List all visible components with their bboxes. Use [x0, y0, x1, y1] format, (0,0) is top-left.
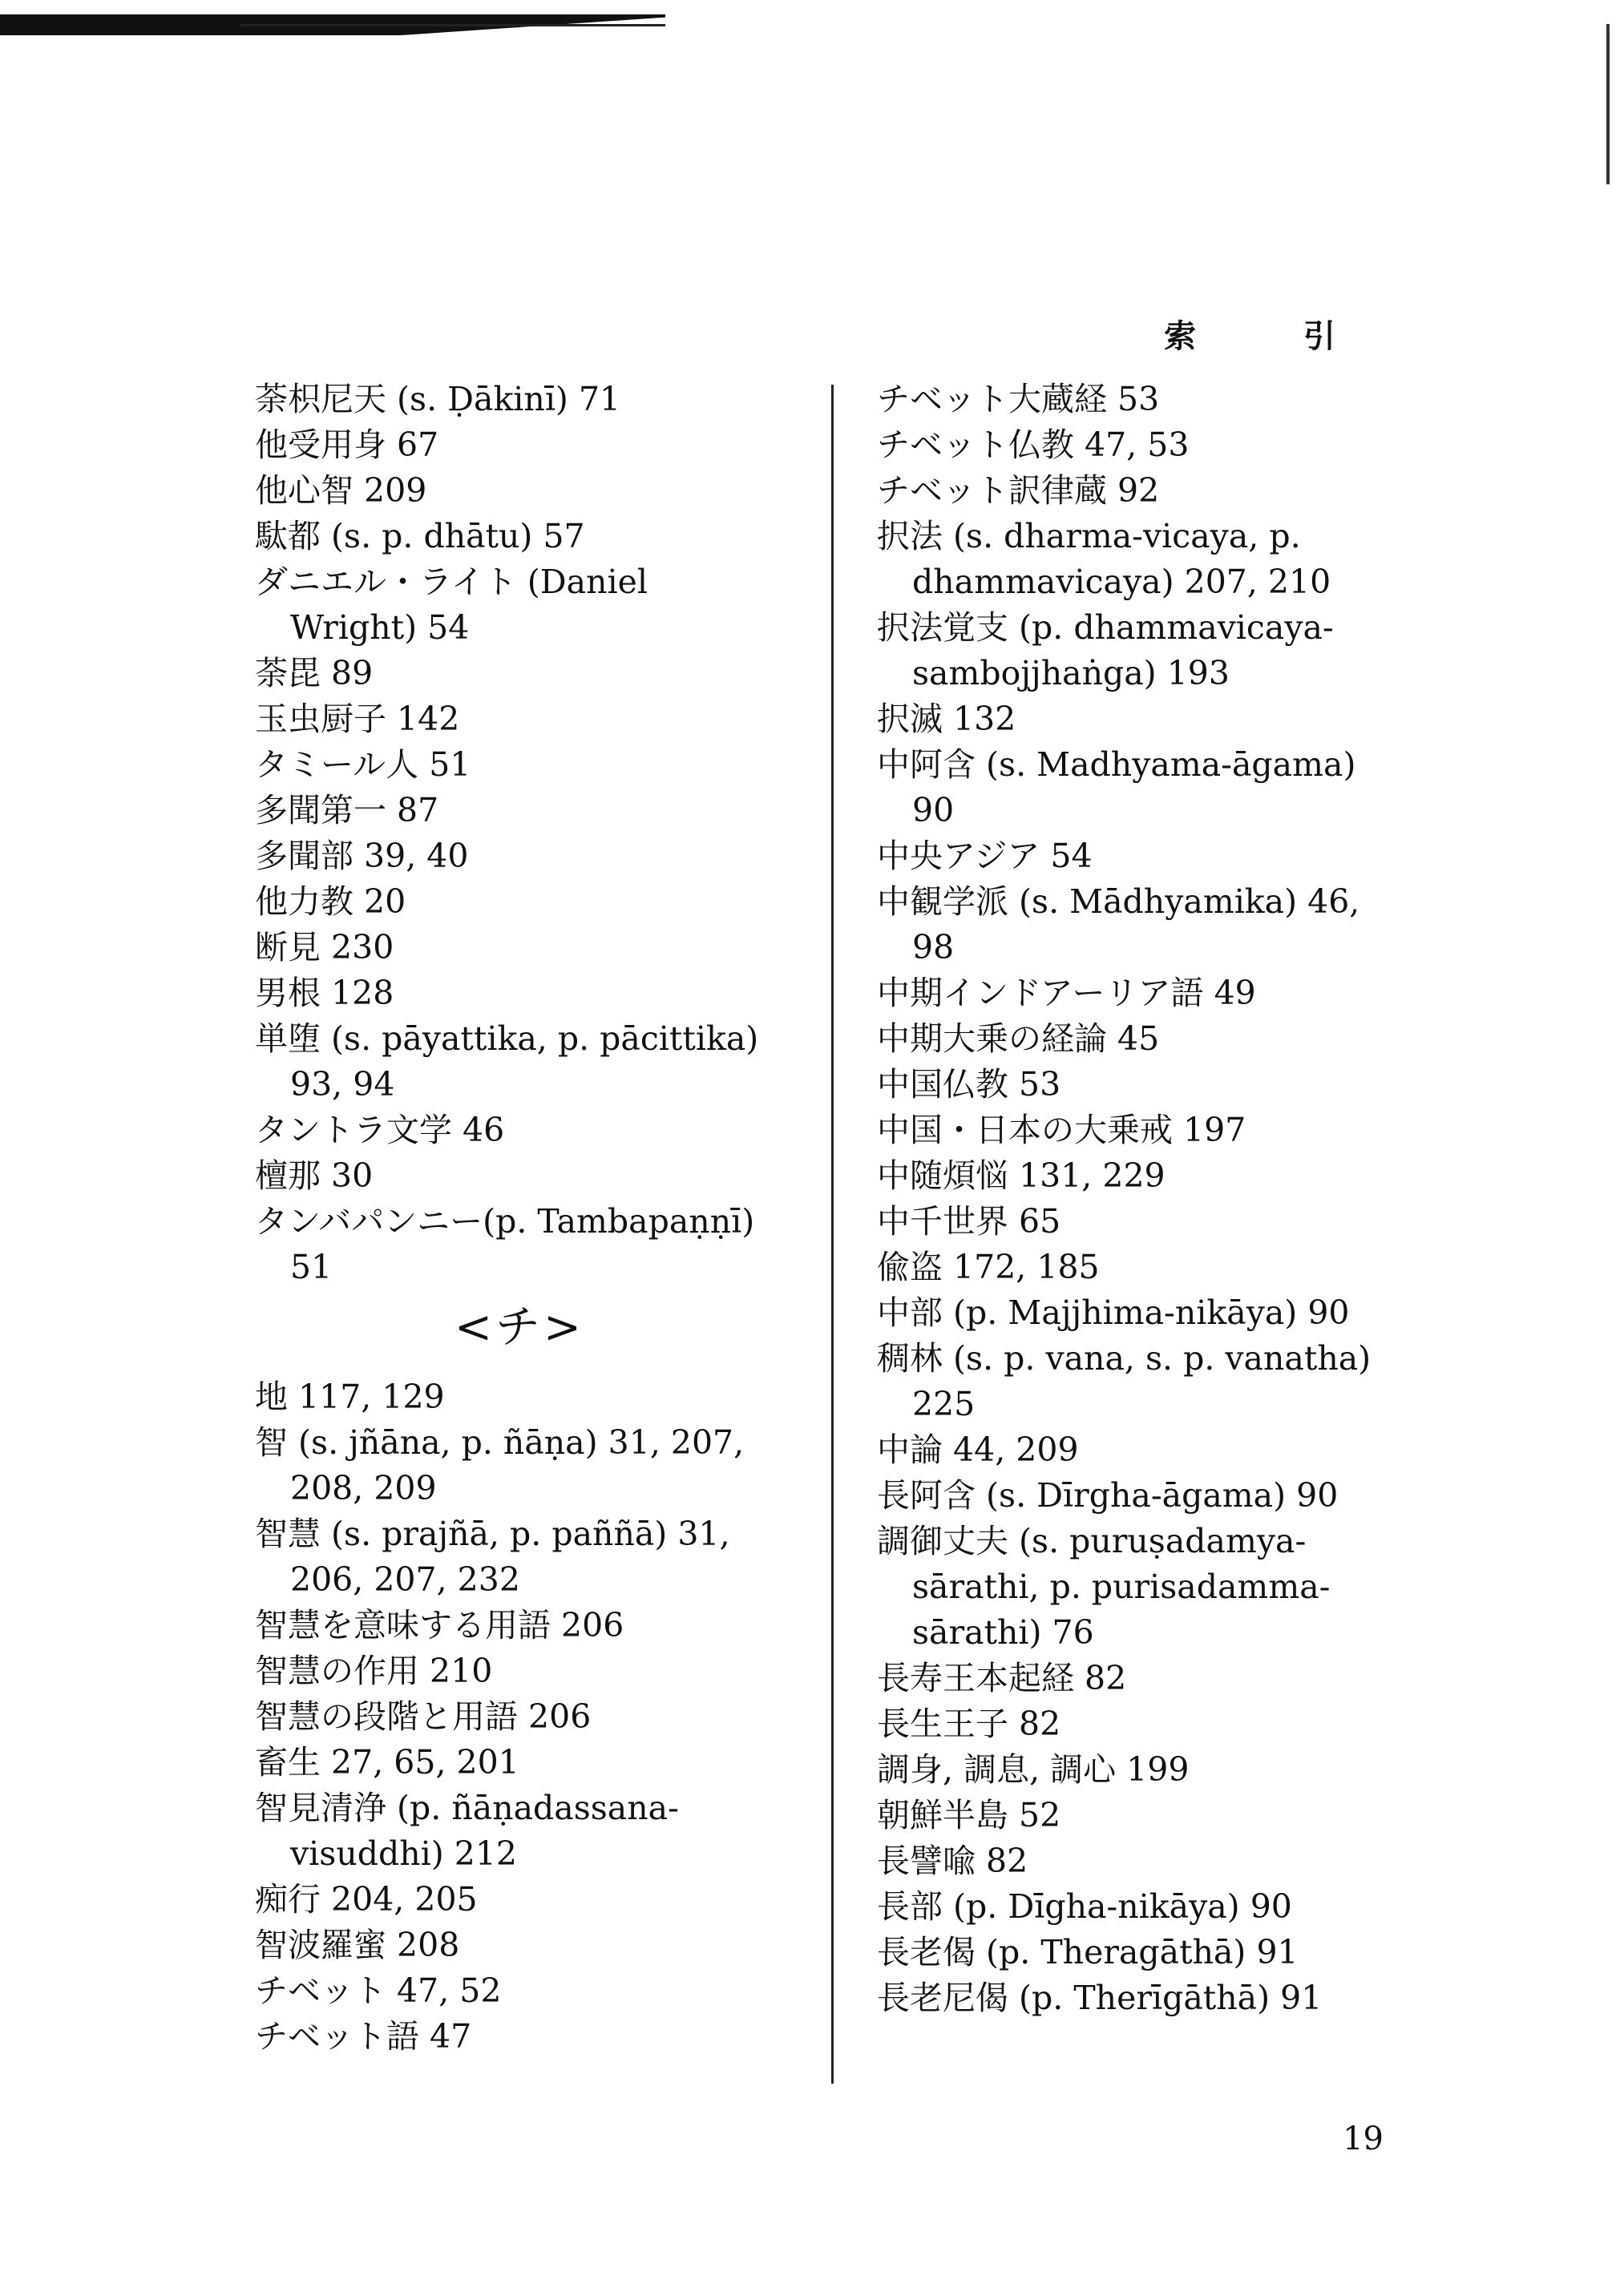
index-entry: 断見 230 — [255, 928, 394, 966]
index-entry: チベット訳律蔵 92 — [877, 471, 1160, 510]
running-head: 索 引 — [1164, 317, 1384, 355]
index-entry: 多聞部 39, 40 — [255, 837, 469, 875]
index-entry: 中随煩悩 131, 229 — [877, 1156, 1165, 1195]
index-entry: 智波羅蜜 208 — [255, 1926, 460, 1964]
index-entry: 中論 44, 209 — [877, 1430, 1079, 1469]
index-entry: 玉虫厨子 142 — [255, 700, 460, 738]
index-entry: 中観学派 (s. Mādhyamika) 46, 98 — [877, 882, 1360, 966]
index-entry: ダニエル・ライト (Daniel Wright) 54 — [255, 563, 648, 647]
index-entry: 男根 128 — [255, 974, 394, 1012]
index-entry: 荼枳尼天 (s. Ḍākinī) 71 — [255, 380, 621, 418]
index-entry: チベット 47, 52 — [255, 1971, 502, 2010]
index-entry: チベット大蔵経 53 — [877, 380, 1160, 418]
index-entry: 他受用身 67 — [255, 426, 439, 464]
index-entry: 長譬喩 82 — [877, 1842, 1028, 1880]
index-entry: 智慧の作用 210 — [255, 1652, 493, 1690]
index-entry: 智慧を意味する用語 206 — [255, 1606, 624, 1644]
index-entry: 択法覚支 (p. dhammavicaya-sambojjhaṅga) 193 — [877, 608, 1334, 692]
index-entry: 地 117, 129 — [255, 1378, 445, 1416]
index-entry: 痴行 204, 205 — [255, 1880, 478, 1919]
right-column — [877, 377, 1406, 2021]
index-entry: 長生王子 82 — [877, 1705, 1061, 1743]
top-edge-rule — [240, 24, 665, 26]
index-entry: 中期インドアーリア語 49 — [877, 974, 1256, 1012]
index-entry: 偸盗 172, 185 — [877, 1248, 1100, 1286]
index-entry: 智慧 (s. prajñā, p. paññā) 31, 206, 207, 232 — [255, 1515, 730, 1599]
index-entry: 単堕 (s. pāyattika, p. pācittika) 93, 94 — [255, 1019, 759, 1104]
index-entry: 中阿含 (s. Madhyama-āgama) 90 — [877, 745, 1356, 829]
index-entry: 長老尼偈 (p. Therīgāthā) 91 — [877, 1979, 1323, 2017]
index-entry: 中期大乗の経論 45 — [877, 1019, 1160, 1058]
index-entry: 中千世界 65 — [877, 1202, 1061, 1241]
index-entry: 多聞第一 87 — [255, 791, 439, 829]
index-entry: 駄都 (s. p. dhātu) 57 — [255, 517, 585, 555]
index-entry: 長部 (p. Dīgha-nikāya) 90 — [877, 1887, 1292, 1926]
index-entry: 中国・日本の大乗戒 197 — [877, 1111, 1246, 1149]
index-entry: タンバパンニー(p. Tambapaṇṇī) 51 — [255, 1202, 755, 1286]
index-entry: 稠林 (s. p. vana, s. p. vanatha) 225 — [877, 1339, 1372, 1423]
index-entry: 長阿含 (s. Dīrgha-āgama) 90 — [877, 1476, 1339, 1515]
index-entry: 他力教 20 — [255, 882, 406, 921]
index-entry: 檀那 30 — [255, 1156, 374, 1195]
index-entry: チベット語 47 — [255, 2017, 472, 2056]
index-entry: 荼毘 89 — [255, 654, 374, 692]
top-edge-scan-band — [0, 14, 665, 63]
index-entry: タントラ文学 46 — [255, 1111, 505, 1149]
column-divider — [831, 385, 834, 2084]
section-heading: <チ> — [454, 1301, 584, 1354]
index-entry: 朝鮮半島 52 — [877, 1796, 1061, 1834]
index-entry: 智見清浄 (p. ñāṇadassana-visuddhi) 212 — [255, 1789, 679, 1873]
index-entry: チベット仏教 47, 53 — [877, 426, 1190, 464]
index-entry: 畜生 27, 65, 201 — [255, 1743, 519, 1782]
index-entry: タミール人 51 — [255, 745, 471, 784]
index-entry: 中部 (p. Majjhima-nikāya) 90 — [877, 1293, 1350, 1332]
page-number: 19 — [1343, 2120, 1384, 2157]
index-entry: 智 (s. jñāna, p. ñāṇa) 31, 207, 208, 209 — [255, 1423, 745, 1507]
index-entry: 智慧の段階と用語 206 — [255, 1697, 592, 1736]
index-entry: 中央アジア 54 — [877, 837, 1093, 875]
index-entry: 択法 (s. dharma-vicaya, p. dhammavicaya) 207, 210 — [877, 517, 1331, 601]
right-edge-scan-mark — [1606, 24, 1610, 184]
index-entry: 他心智 209 — [255, 471, 427, 510]
left-column — [255, 377, 784, 2060]
index-entry: 調身, 調息, 調心 199 — [877, 1750, 1190, 1789]
index-entry: 長寿王本起経 82 — [877, 1659, 1127, 1697]
index-entry: 長老偈 (p. Theragāthā) 91 — [877, 1933, 1299, 1971]
index-entry: 調御丈夫 (s. puruṣadamya-sārathi, p. purisadamma-sārathi) 76 — [877, 1522, 1331, 1652]
index-entry: 択滅 132 — [877, 700, 1016, 738]
index-entry: 中国仏教 53 — [877, 1065, 1061, 1104]
